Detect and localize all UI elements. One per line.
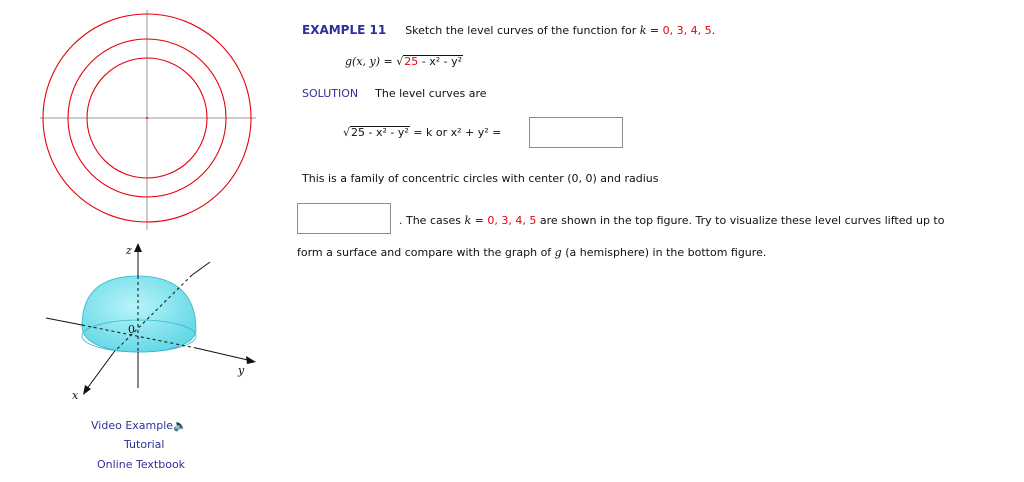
speaker-icon: 🔈 xyxy=(173,419,187,432)
example-label: EXAMPLE 11 xyxy=(302,23,387,37)
axis-diag-back xyxy=(192,262,210,275)
video-example-label: Video Example xyxy=(91,419,174,432)
z-axis-label: z xyxy=(126,244,132,257)
family-text: This is a family of concentric circles with center (0, 0) and radius xyxy=(302,172,659,185)
cases-line xyxy=(399,214,944,227)
cases-eq: = xyxy=(471,214,488,227)
equation-sqrt-symbol: √ xyxy=(343,126,351,139)
axis-x-front xyxy=(86,352,114,390)
equation-answer-input[interactable] xyxy=(529,117,623,148)
x-arrowhead xyxy=(83,385,91,395)
axis-x-back xyxy=(46,318,82,325)
solution-label: SOLUTION xyxy=(302,87,359,100)
example-period: . xyxy=(711,24,716,37)
surface-prefix: form a surface and compare with the graph of xyxy=(297,246,552,259)
level-curve-k0 xyxy=(146,117,148,119)
y-arrowhead xyxy=(246,356,256,364)
surface-suffix: (a hemisphere) in the bottom figure. xyxy=(565,246,767,259)
hemisphere-figure xyxy=(40,240,270,410)
origin-label: 0 xyxy=(128,323,135,336)
y-axis-label: y xyxy=(238,364,245,377)
z-arrowhead xyxy=(134,243,142,252)
surface-g-var: g xyxy=(554,246,562,259)
radicand-number: 25 xyxy=(404,55,419,68)
solution-text: The level curves are xyxy=(375,87,487,100)
example-prompt: Sketch the level curves of the function for xyxy=(405,24,637,37)
radicand-rest: - x² - y² xyxy=(418,55,463,68)
level-curves-figure xyxy=(40,10,256,230)
sqrt-symbol: √ xyxy=(396,55,404,68)
cases-prefix: . The cases xyxy=(399,214,461,227)
function-radicand xyxy=(403,55,463,68)
level-curve-equation xyxy=(343,126,501,139)
example-k-values: 0, 3, 4, 5 xyxy=(662,24,712,37)
surface-text xyxy=(297,246,766,259)
example-k-var: k xyxy=(639,24,647,37)
radius-answer-input[interactable] xyxy=(297,203,391,234)
example-heading-line xyxy=(302,23,715,37)
function-lhs: g(x, y) xyxy=(345,55,381,68)
x-axis-label: x xyxy=(72,389,79,402)
online-textbook-link[interactable]: Online Textbook xyxy=(97,458,186,471)
video-example-link[interactable] xyxy=(91,419,187,432)
cases-k-var: k xyxy=(464,214,472,227)
equation-eq-k: = k or xyxy=(409,126,451,139)
equation-sum: x² + y² = xyxy=(450,126,502,139)
axis-y-front xyxy=(196,348,252,361)
solution-line xyxy=(302,87,487,100)
equation-radicand: 25 - x² - y² xyxy=(351,126,409,139)
function-definition xyxy=(345,55,463,68)
cases-values: 0, 3, 4, 5 xyxy=(487,214,537,227)
cases-suffix: are shown in the top figure. Try to visualize these level curves lifted up to xyxy=(539,214,945,227)
tutorial-link[interactable]: Tutorial xyxy=(124,438,165,451)
function-eq: = xyxy=(380,55,397,68)
example-k-eq: = xyxy=(646,24,663,37)
